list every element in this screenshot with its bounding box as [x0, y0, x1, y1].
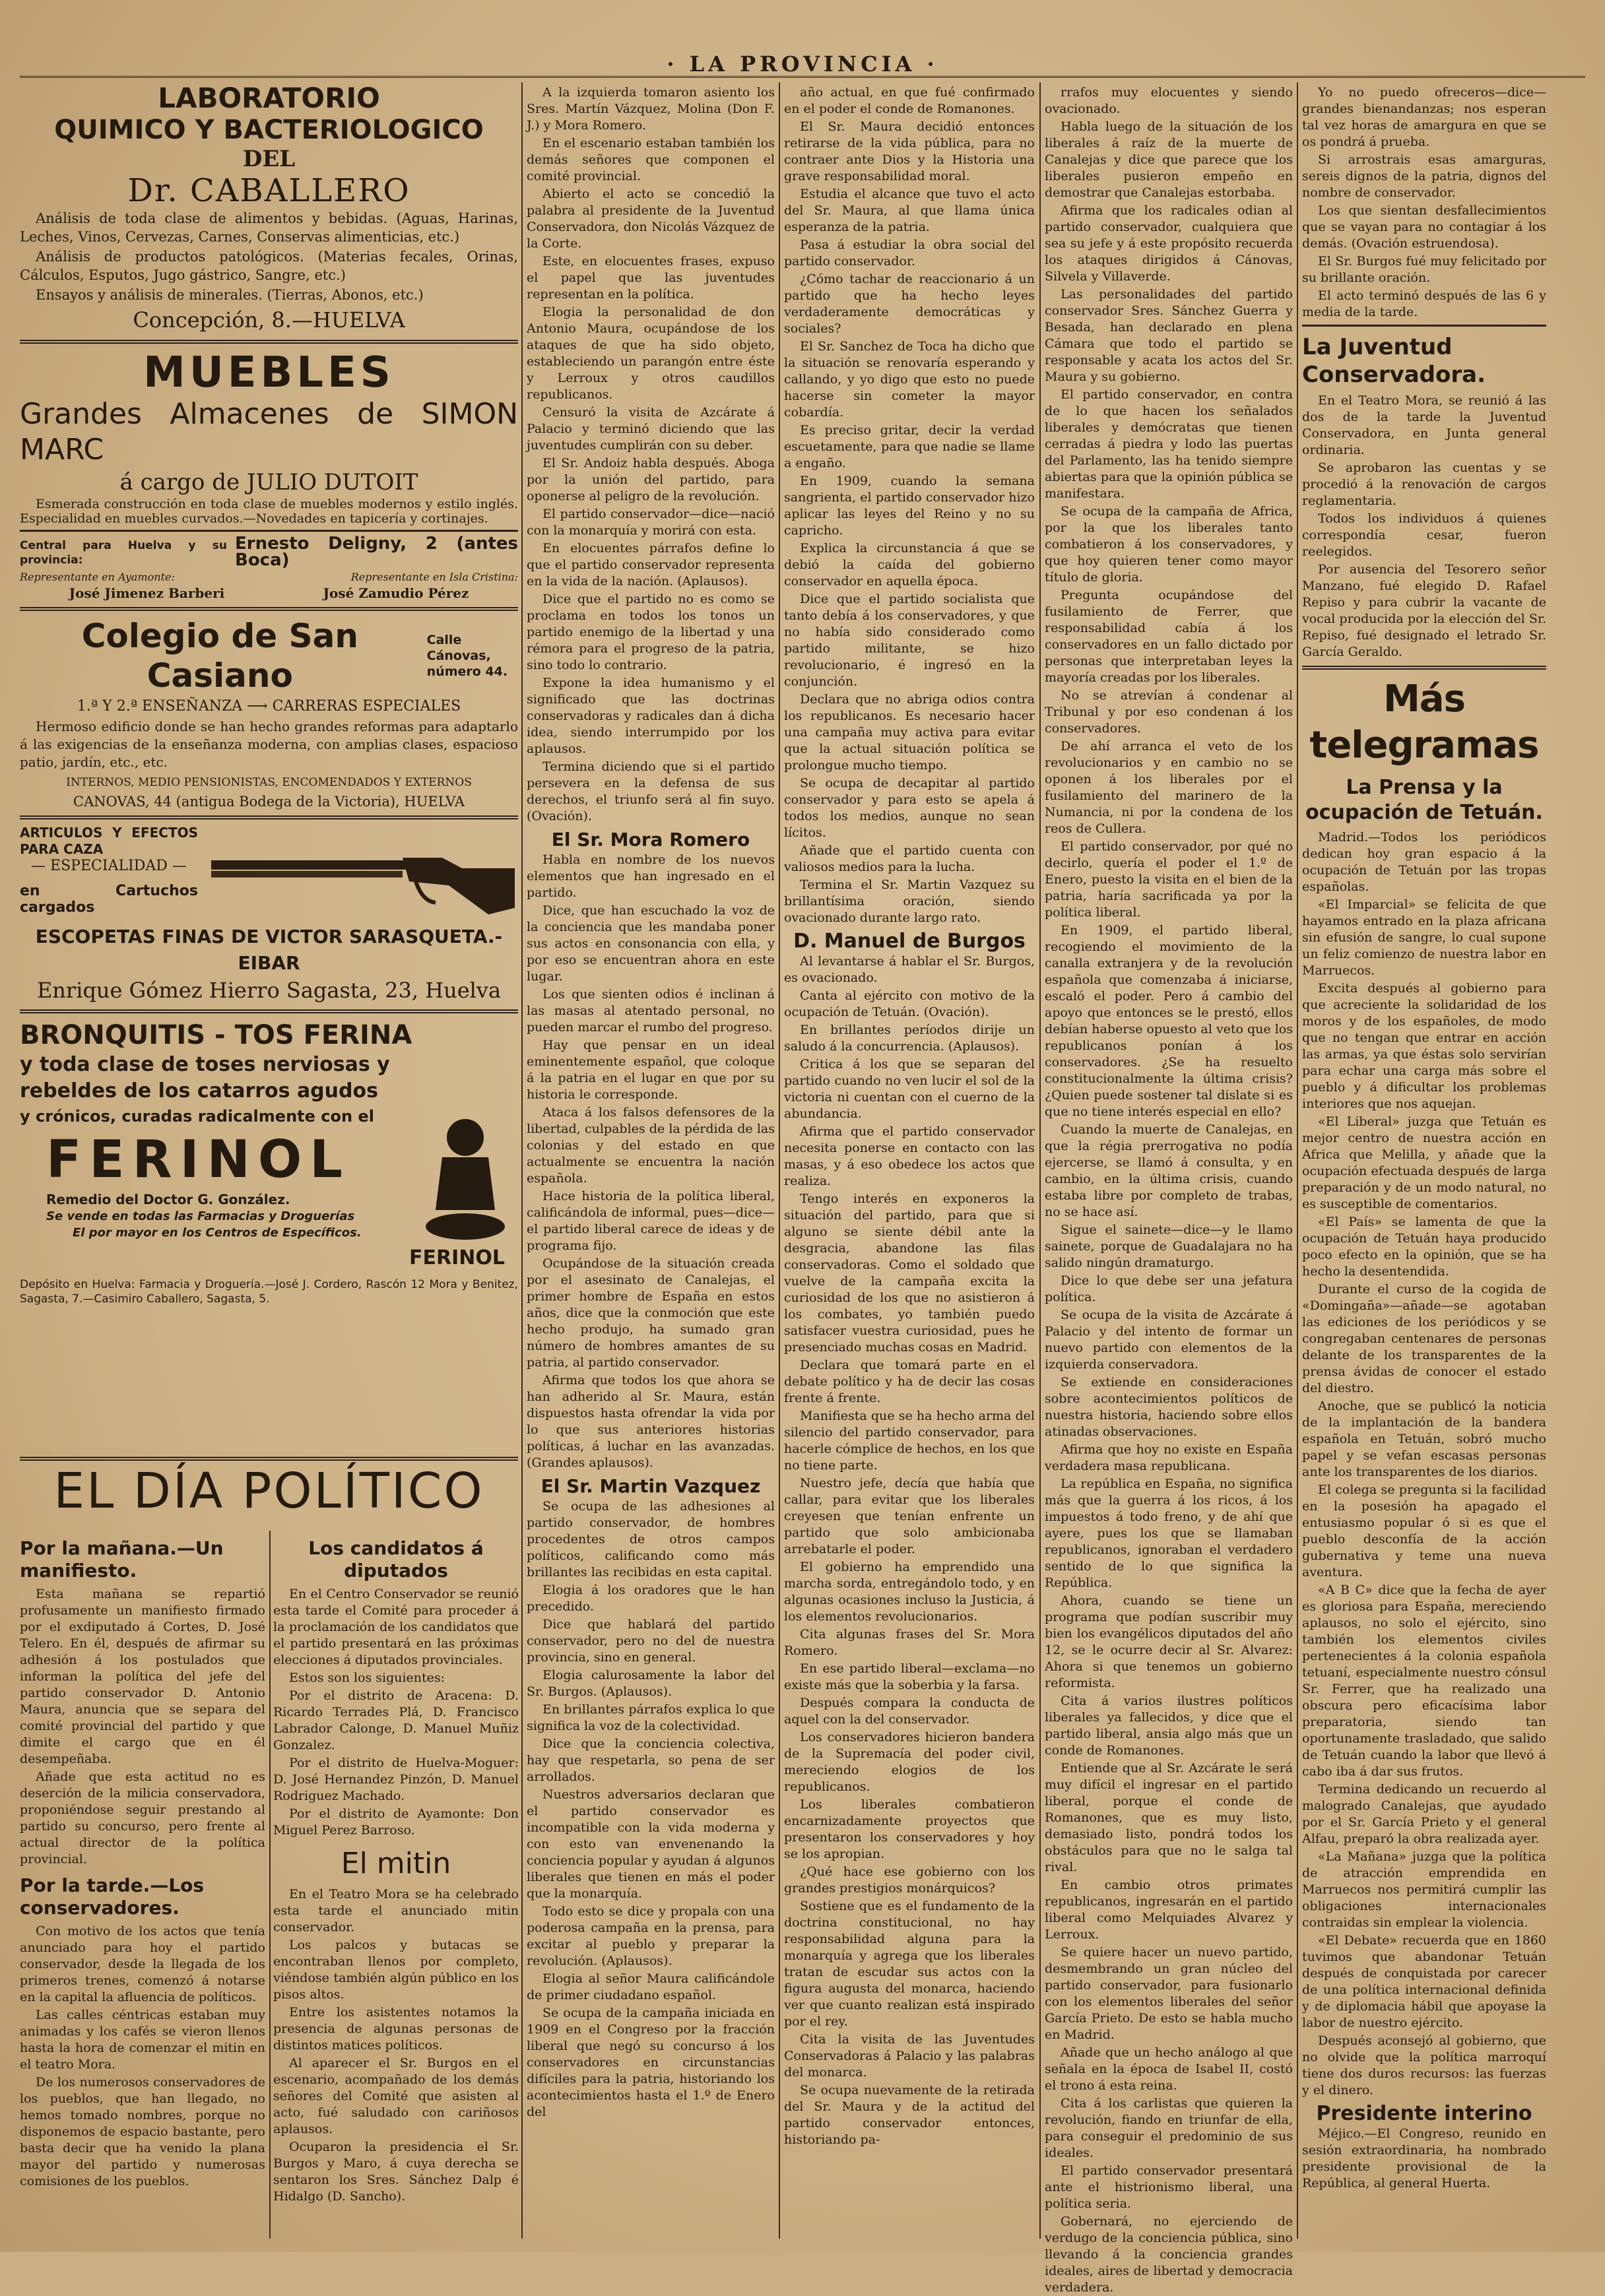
article-paragraph: Entiende que al Sr. Azcárate le será muy difícil el ingresar en el partido liberal, porque el conde de Romanones, que es muy listo, demasiado listo, pondrá todos los obstáculos para que no le salga tal rival.	[1045, 1761, 1293, 1874]
article-paragraph: Se ocupa de las adhesiones al partido conservador, de hombres procedentes de otros campos políticos, calificando como más brillantes las recibidas en esta capital.	[527, 1499, 775, 1579]
article-paragraph: Pasa á estudiar la obra social del partido conservador.	[784, 238, 1035, 269]
article-paragraph: Critica á los que se separan del partido cuando no ven lucir el sol de la victoria ni cuentan con el cuerno de la abundancia.	[784, 1057, 1035, 1121]
article-paragraph: Expone la idea humanismo y el significado que las doctrinas conservadoras y radicales dan á dicha idea, siendo interrumpido por los aplausos.	[527, 676, 775, 756]
article-paragraph: El partido conservador, por qué no decirlo, quería el poder el 1.º de Enero, puesto la visita en el bien de la patria, haría sacrificada ya por la política liberal.	[1045, 839, 1293, 920]
article-paragraph: Afirma que hoy no existe en España verdadera masa republicana.	[1045, 1442, 1293, 1473]
article-paragraph: Los conservadores hicieron bandera de la Supremacía del poder civil, mereciendo elogios de los republicanos.	[784, 1730, 1035, 1794]
lab-text-2: Análisis de productos patológicos. (Materias fecales, Orinas, Cálculos, Esputos, Jugo gástrico, Sangre, etc.)	[20, 249, 518, 283]
article-paragraph: A la izquierda tomaron asiento los Sres. Martín Vázquez, Molina (Don F. J.) y Mora Romero.	[527, 85, 775, 133]
lab-title-1: LABORATORIO	[158, 82, 380, 114]
article-paragraph: En 1909, el partido liberal, recogiendo el movimiento de la canalla extranjera y de la revolución española que comenzaba á iniciarse, escaló el poder. Pero á cambio del apoyo que entonces se le prestó, ellos debían haberse opuesto al veto que los republicanos ponían á los conservadores. ¿Se ha resuelto constitucionalmente la última crisis? ¿Quien puede sostener tal dislate si es que no tiene interés especial en ello?	[1045, 923, 1293, 1119]
article-paragraph: El Sr. Andoiz habla después. Aboga por la unión del partido, para oponerse al peligro de la revolución.	[527, 456, 775, 503]
article-paragraph: Los palcos y butacas se encontraban llenos por completo, viéndose también algún público en los pisos altos.	[273, 1938, 519, 2002]
ferinol-line-3: rebeldes de los catarros agudos	[20, 1079, 378, 1102]
column-rule	[779, 82, 780, 2239]
article-paragraph: «El País» se lamenta de que la ocupación de Tetuán haya producido poco efecto en la opinión, que se ha hecho la desentendida.	[1302, 1215, 1546, 1279]
article-paragraph: «El Imparcial» se felicita de que hayamos entrado en la plaza africana sin efusión de sangre, lo cual supone un feliz comienzo de nuestra labor en Marruecos.	[1302, 897, 1546, 978]
dia-politico-col-a	[20, 1531, 265, 2243]
ad-divider	[20, 607, 518, 611]
article-heading: La Prensa y la ocupación de Tetuán.	[1305, 776, 1543, 824]
ad-divider	[20, 1009, 518, 1013]
article-paragraph: Dice que hablará del partido conservador, pero no del de nuestra provincia, sino en general.	[527, 1617, 775, 1665]
muebles-title: MUEBLES	[143, 348, 395, 397]
ferinol-line-1: BRONQUITIS - TOS FERINA	[20, 1020, 412, 1050]
article-paragraph: Si arrostrais esas amarguras, sereis dignos de la patria, dignos del nombre de conservador.	[1302, 152, 1546, 200]
muebles-line-2: á cargo de JULIO DUTOIT	[119, 469, 418, 495]
lab-title-3: DEL	[242, 146, 296, 172]
article-paragraph: «El Liberal» juzga que Tetuán es mejor centro de nuestra acción en Africa que Melilla, y añade que la ocupación efectuada después de larga preparación y de un modo natural, no es susceptible de comentarios.	[1302, 1114, 1546, 1211]
article-paragraph: Esta mañana se repartió profusamente un manifiesto firmado por el exdiputado á Cortes, D. José Telero. En él, después de afirmar su adhesión á los postulados que informan la política del jefe del partido conservador D. Antonio Maura, anuncia que se separa del comité provincial del partido y que dimite el cargo que en él desempeñaba.	[20, 1587, 265, 1766]
colegio-text: Hermoso edificio donde se han hecho grandes reformas para adaptarlo á las exigencias de la enseñanza moderna, con amplias clases, espacioso patio, jardín, etc., etc.	[20, 718, 518, 770]
article-paragraph: Todos los individuos á quienes correspondía cesar, fueron reelegidos.	[1302, 511, 1546, 559]
article-paragraph: Cuando la muerte de Canalejas, en que la régia prerrogativa no podía ejercerse, se llamó á consulta, y en cambio, en la última crisis, cuando estaba libre por completo de trabas, no se hace así.	[1045, 1122, 1293, 1219]
article-paragraph: Explica la circunstancia á que se debió la caída del gobierno conservador en aquella época.	[784, 541, 1035, 589]
article-paragraph: Declara que no abriga odios contra los republicanos. Es necesario hacer una campaña muy activa para evitar que la actual situación política se prolongue mucho tiempo.	[784, 692, 1035, 773]
article-paragraph: Los que sientan desfallecimientos que se vayan para no contagiar á los demás. (Ovación estruendosa).	[1302, 203, 1546, 251]
article-paragraph: Durante el curso de la cogida de «Domingaña»—añade—se agotaban las ediciones de los periódicos y se congregaban centenares de personas delante de los transparentes de la prensa ávidas de conocer el estado del diestro.	[1302, 1282, 1546, 1395]
muebles-rep-label-2: Representante en Isla Cristina:	[350, 571, 518, 583]
article-paragraph: Después compara la conducta de aquel con la del conservador.	[784, 1696, 1035, 1727]
article-paragraph: Cita á los carlistas que quieren la revolución, fiando en triunfar de ella, para conseguir el predominio de sus ideales.	[1045, 2096, 1293, 2160]
muebles-ad	[20, 349, 518, 602]
ad-divider	[20, 815, 518, 819]
ferinol-line-8: El por mayor en los Centros de Específicos.	[73, 1226, 362, 1240]
article-heading: Los candidatos á diputados	[308, 1537, 484, 1581]
article-paragraph: Por el distrito de Ayamonte: Don Miguel Perez Barroso.	[273, 1806, 519, 1837]
article-paragraph: Los que sienten odios é inclinan á las masas al atentado personal, no pueden marcar el rumbo del progreso.	[527, 987, 775, 1035]
article-paragraph: Las calles céntricas estaban muy animadas y los cafés se vieron llenos hasta la hora de comenzar el mitin en el teatro Mora.	[20, 2008, 265, 2072]
column-rule	[1039, 82, 1041, 2239]
article-paragraph: La república en España, no significa más que la guerra á los ricos, á los impuestos á todo freno, y de ahí que ayere, pues los que se llamaban republicanos, ignoraban el verdadero sentido de lo que significa la República.	[1045, 1477, 1293, 1590]
article-heading: La Juventud Conservadora.	[1302, 334, 1486, 388]
lab-address: Concepción, 8.—HUELVA	[133, 307, 405, 333]
lab-text-1: Análisis de toda clase de alimentos y bebidas. (Aguas, Harinas, Leches, Vinos, Cervezas, Carnes, Conservas alimenticias, etc.)	[20, 210, 518, 245]
article-paragraph: Por el distrito de Huelva-Moguer: D. José Hernandez Pinzón, D. Manuel Rodriguez Machado.	[273, 1756, 519, 1803]
article-heading: El Sr. Martin Vazquez	[540, 1475, 761, 1497]
article-paragraph: El acto terminó después de las 6 y media de la tarde.	[1302, 288, 1546, 319]
article-heading: Por la mañana.—Un manifiesto.	[20, 1537, 224, 1581]
article-paragraph: Afirma que el partido conservador necesita ponerse en contacto con las masas, y á eso obedece los actos que realiza.	[784, 1124, 1035, 1188]
article-paragraph: Añade que el partido cuenta con valiosos medios para la lucha.	[784, 843, 1035, 874]
article-paragraph: El colega se pregunta si la facilidad en la posesión ha apagado el entusiasmo popular ó si es que el pueblo desconfía de la acción gubernativa y teme una nueva aventura.	[1302, 1483, 1546, 1579]
section-divider	[1302, 325, 1546, 327]
lab-title-2: QUIMICO Y BACTERIOLOGICO	[54, 115, 484, 145]
article-paragraph: Ocupándose de la situación creada por el asesinato de Canalejas, el primer hombre de España en estos años, dice que la conmoción que este hecho produjo, ha sumado gran número de hombres amantes de su patria, al partido conservador.	[527, 1256, 775, 1370]
article-paragraph: Gobernará, no ejerciendo de verdugo de la conciencia pública, sino llevando á la conciencia grandes ideales, aires de libertad y democracia verdadera.	[1045, 2214, 1293, 2295]
article-paragraph: Yo no puedo ofreceros—dice—grandes bienandanzas; nos esperan tal vez horas de amargura en que se os pondrá á prueba.	[1302, 85, 1546, 149]
article-paragraph: Las personalidades del partido conservador Sres. Sánchez Guerra y Besada, han declarado en plena Cámara que todo el partido se responsable y acata los actos del Sr. Maura y su gobierno.	[1045, 287, 1293, 384]
dia-politico-title: EL DÍA POLÍTICO	[53, 1463, 484, 1519]
article-paragraph: Anoche, que se publicó la noticia de la implantación de la bandera española en Tetuán, sobró mucho papel y se vefan escasas personas ante los transparentes de los diarios.	[1302, 1399, 1546, 1479]
article-paragraph: rrafos muy elocuentes y siendo ovacionado.	[1045, 85, 1293, 116]
article-paragraph: En el Teatro Mora, se reunió á las dos de la tarde la Juventud Conservadora, en Junta general ordinaria.	[1302, 393, 1546, 457]
caza-ad	[20, 825, 518, 924]
article-paragraph: El Sr. Sanchez de Toca ha dicho que la situación se renovaría esperando y callando, y yo digo que esto no puede hacerse sin cometer la mayor cobardía.	[784, 339, 1035, 420]
article-heading: El mitin	[341, 1847, 451, 1880]
ferinol-line-4: y crónicos, curadas radicalmente con el	[20, 1107, 374, 1126]
muebles-line-1: Grandes Almacenes de SIMON MARC	[20, 397, 518, 466]
article-heading: D. Manuel de Burgos	[793, 930, 1026, 953]
column-6	[1302, 84, 1546, 2242]
article-paragraph: Sigue el sainete—dice—y le llamo sainete, porque de Guadalajara no ha salido ningún dramaturgo.	[1045, 1223, 1293, 1270]
article-paragraph: El Sr. Maura decidió entonces retirarse de la vida pública, para no contraer ante Dios y la Historia una grave responsabilidad moral.	[784, 119, 1035, 183]
colegio-title: Colegio de San Casiano	[81, 617, 358, 695]
article-heading: El Sr. Mora Romero	[551, 829, 750, 850]
article-paragraph: Añade que esta actitud no es deserción de la milicia conservadora, proponiéndose seguir prestando al partido su concurso, pero frente al actual director de la política provincial.	[20, 1770, 265, 1866]
article-paragraph: año actual, en que fué confirmado en el poder el conde de Romanones.	[784, 85, 1035, 116]
caza-line-2: — ESPECIALIDAD —	[31, 858, 187, 874]
colegio-address: CANOVAS, 44 (antigua Bodega de la Victoria), HUELVA	[73, 794, 465, 810]
article-paragraph: Ocuparon la presidencia el Sr. Burgos y Maro, á cuya derecha se sentaron los Sres. Sánchez Dalp é Hidalgo (D. Sancho).	[273, 2140, 519, 2204]
article-paragraph: Manifiesta que se ha hecho arma del silencio del partido conservador, para hacerle cómplice de hechos, en los que no tiene parte.	[784, 1409, 1035, 1473]
article-paragraph: Se ocupa nuevamente de la retirada del Sr. Maura y de la actitud del partido conservador entonces, historiando pa-	[784, 2083, 1035, 2147]
column-rule	[1297, 82, 1298, 2239]
article-paragraph: Termina dedicando un recuerdo al malogrado Canalejas, que ayudado por el Sr. García Prieto y el general Alfau, preparó la obra realizada ayer.	[1302, 1782, 1546, 1846]
colegio-side: Calle Cánovas, número 44.	[426, 633, 508, 679]
section-divider	[1302, 666, 1546, 670]
article-paragraph: No se atrevían á condenar al Tribunal y por eso condenan á los conservadores.	[1045, 688, 1293, 736]
ferinol-line-6: Remedio del Doctor G. González.	[46, 1192, 290, 1207]
article-paragraph: Declara que tomará parte en el debate político y ha de decir las cosas frente á frente.	[784, 1358, 1035, 1405]
article-paragraph: De ahí arranca el veto de los revolucionarios y en cambio no se oponen á los liberales por el fusilamiento del marinero de la Numancia, ni por la condena de los reos de Cullera.	[1045, 739, 1293, 836]
telegrams-title: Más telegramas	[1309, 678, 1539, 767]
shotgun-illustration	[211, 829, 515, 921]
article-paragraph: Pregunta ocupándose del fusilamiento de Ferrer, que responsabilidad cabía á los conservadores en un fallo dictado por personas que interpretaban leyes la mayoría creadas por los liberales.	[1045, 588, 1293, 685]
article-paragraph: Termina el Sr. Martin Vazquez su brillantísima oración, siendo ovacionado durante largo rato.	[784, 877, 1035, 925]
article-paragraph: Habla luego de la situación de los liberales á raíz de la muerte de Canalejas y dice que parece que los liberales pusieron empeño en demostrar que Canalejas estorbaba.	[1045, 119, 1293, 200]
ferinol-line-2: y toda clase de toses nerviosas y	[20, 1053, 390, 1076]
article-paragraph: ¿Qué hace ese gobierno con los grandes prestigios monárquicos?	[784, 1865, 1035, 1896]
article-paragraph: ¿Cómo tachar de reaccionario á un partido que ha hecho leyes verdaderamente democráticas y sociales?	[784, 272, 1035, 336]
article-paragraph: Ahora, cuando se tiene un programa que podían suscribir muy bien los evangélicos diputados del año 12, se le ocurre decir al Sr. Alvarez: Ahora si que tenemos un gobierno reformista.	[1045, 1593, 1293, 1690]
column-rule	[269, 1531, 271, 2239]
article-paragraph: En brillantes párrafos explica lo que significa la voz de la colectividad.	[527, 1702, 775, 1733]
caza-address: Enrique Gómez Hierro Sagasta, 23, Huelva	[36, 978, 502, 1003]
article-paragraph: Elogia al señor Maura calificándole de primer ciudadano español.	[527, 1971, 775, 2002]
article-paragraph: Estos son los siguientes:	[289, 1671, 445, 1685]
article-paragraph: Elogia á los oradores que le han precedido.	[527, 1583, 775, 1614]
article-paragraph: Elogia calurosamente la labor del Sr. Burgos. (Aplausos).	[527, 1668, 775, 1699]
article-paragraph: Hace historia de la política liberal, calificándola de informal, pues—dice—el partido liberal carece de ideas y de programa fijo.	[527, 1189, 775, 1253]
article-paragraph: Se ocupa de la campaña de Africa, por la que los liberales tanto combatieron á los conservadores, y que hoy quieren tener como mayor título de gloria.	[1045, 504, 1293, 585]
article-paragraph: Hay que pensar en un ideal eminentemente español, que coloque á la patria en el lugar en que por su historia le corresponde.	[527, 1038, 775, 1102]
article-paragraph: Sostiene que es el fundamento de la doctrina constitucional, no hay responsabilidad alguna para la monarquía y agrega que los liberales tratan de escudar sus actos con la figura augusta del monarca, haciendo ver que cuanto realizan está inspirado por el rey.	[784, 1899, 1035, 2029]
article-paragraph: El Sr. Burgos fué muy felicitado por su brillante oración.	[1302, 254, 1546, 285]
ferinol-deposit: Depósito en Huelva: Farmacia y Droguería.—José J. Cordero, Rascón 12 Mora y Benitez, Sagasta, 7.—Casimiro Caballero, Sagasta, 5.	[20, 1278, 518, 1306]
masthead	[20, 51, 1585, 78]
masthead-title: · LA PROVINCIA ·	[667, 51, 938, 77]
article-paragraph: Tengo interés en exponeros la situación del partido, para que si alguno se siente débil ante la desgracia, abandone las filas conservadoras. Como el soldado que vuelve de la campaña excita la curiosidad de los que no asistieron á los combates, yo también puedo satisfacer vuestra curiosidad, pues he presenciado muchas cosas en Madrid.	[784, 1192, 1035, 1355]
article-paragraph: Dice que la conciencia colectiva, hay que respetarla, so pena de ser arrollados.	[527, 1737, 775, 1784]
caza-line-4: ESCOPETAS FINAS DE VICTOR SARASQUETA.-EIBAR	[35, 926, 503, 974]
article-paragraph: Estudia el alcance que tuvo el acto del Sr. Maura, al que llama única esperanza de la patria.	[784, 187, 1035, 234]
colegio-ad	[20, 616, 518, 810]
article-paragraph: En ese partido liberal—exclama—no existe más que la soberbia y la farsa.	[784, 1661, 1035, 1692]
column-rule	[521, 82, 523, 2239]
article-paragraph: Cita algunas frases del Sr. Mora Romero.	[784, 1627, 1035, 1658]
article-paragraph: Dice que el partido socialista que tanto debía á los conservadores, y que no había sido considerado como partido militante, se hizo revolucionario, é ingresó en la conjunción.	[784, 592, 1035, 689]
article-paragraph: Se ocupa de decapitar al partido conservador y para esto se apela á todos los medios, aunque no sean lícitos.	[784, 776, 1035, 840]
article-paragraph: «La Mañana» juzga que la política de atracción emprendida en Marruecos nos permitirá cumplir las obligaciones internacionales contraidas sin emplear la violencia.	[1302, 1849, 1546, 1930]
article-paragraph: Dice, que han escuchado la voz de la conciencia que les mandaba poner sus actos en consonancia con ella, y por eso se encuentran ahora en este lugar.	[527, 903, 775, 984]
colegio-text-2: INTERNOS, MEDIO PENSIONISTAS, ENCOMENDADOS Y EXTERNOS	[66, 776, 472, 789]
article-paragraph: Se quiere hacer un nuevo partido, desmembrando un gran núcleo del partido conservador, para fusionarlo con los elementos liberales del señor García Prieto. De esto se habla mucho en Madrid.	[1045, 1945, 1293, 2042]
article-paragraph: El partido conservador presentará ante el histrionismo liberal, una política seria.	[1045, 2163, 1293, 2211]
article-paragraph: Afirma que los radicales odian al partido conservador, cualquiera que sea su jefe y á este propósito recuerda los ataques dirigidos á Cánovas, Silvela y Villaverde.	[1045, 203, 1293, 284]
article-paragraph: Méjico.—El Congreso, reunido en sesión extraordinaria, ha nombrado presidente provisional de la República, al general Huerta.	[1302, 2126, 1546, 2190]
article-paragraph: Elogia la personalidad de don Antonio Maura, ocupándose de los ataques de que ha sido objeto, estableciendo un parangón entre éste y Lerroux y otros caudillos republicanos.	[527, 305, 775, 402]
ad-divider	[20, 530, 518, 532]
ferinol-ad	[20, 1019, 518, 1309]
article-paragraph: Añade que un hecho análogo al que señala en la época de Isabel II, costó el trono á esta reina.	[1045, 2045, 1293, 2093]
article-paragraph: Dice lo que debe ser una jefatura política.	[1045, 1273, 1293, 1304]
article-paragraph: En el escenario estaban también los demás señores que componen el comité provincial.	[527, 136, 775, 183]
ads-column	[20, 82, 518, 1432]
article-paragraph: Por ausencia del Tesorero señor Manzano, fué elegido D. Rafael Repiso y para cubrir la vacante de vocal producida por la elección del Sr. Repiso, fué designado el letrado Sr. García Geraldo.	[1302, 562, 1546, 659]
lab-ad	[20, 82, 518, 335]
lab-doctor: Dr. CABALLERO	[127, 172, 410, 209]
ferinol-brand-big: FERINOL	[46, 1130, 350, 1190]
article-paragraph: Se ocupa de la campaña iniciada en 1909 en el Congreso por la fracción liberal que negó su concurso á los conservadores en circunstancias difíciles para la patria, historiando los acontecimientos hasta el 1.º de Enero del	[527, 2006, 775, 2119]
article-paragraph: Abierto el acto se concedió la palabra al presidente de la Juventud Conservadora, don Nicolás Vázquez de la Corte.	[527, 187, 775, 251]
column-5	[1045, 84, 1293, 2295]
lab-text-3: Ensayos y análisis de minerales. (Tierras, Abonos, etc.)	[36, 287, 424, 303]
muebles-rep-label-1: Representante en Ayamonte:	[20, 571, 175, 583]
muebles-central-address: Ernesto Deligny, 2 (antes Boca)	[235, 534, 518, 570]
article-paragraph: En 1909, cuando la semana sangrienta, el partido conservador hizo aplicar las leyes del Reino y no su capricho.	[784, 474, 1035, 538]
ad-divider	[20, 340, 518, 344]
ferinol-brand-small: FERINOL	[409, 1246, 505, 1269]
article-paragraph: Los liberales combatieron encarnizadamente proyectos que presentaron los conservadores y hoy se los apropian.	[784, 1797, 1035, 1861]
article-paragraph: Madrid.—Todos los periódicos dedican hoy gran espacio á la ocupación de Tetuán por las tropas españolas.	[1302, 830, 1546, 894]
article-paragraph: Canta al ejército con motivo de la ocupación de Tetuán. (Ovación).	[784, 988, 1035, 1019]
article-paragraph: Todo esto se dice y propala con una poderosa campaña en la prensa, para excitar al pueblo y preparar la revolución. (Aplausos).	[527, 1904, 775, 1968]
article-paragraph: Después aconsejó al gobierno, que no olvide que la política marroquí tiene dos duros recursos: las fuerzas y el dinero.	[1302, 2033, 1546, 2097]
colegio-line-1: 1.ª Y 2.ª ENSEÑANZA ⟶ CARRERAS ESPECIALES	[77, 698, 461, 715]
muebles-central-label: Central para Huelva y su provincia:	[20, 539, 227, 567]
article-paragraph: Se extiende en consideraciones sobre acontecimientos políticos de nuestra historia, haciendo sobre ellos atinadas observaciones.	[1045, 1375, 1293, 1439]
article-paragraph: Con motivo de los actos que tenía anunciado para hoy el partido conservador, desde la llegada de los primeros trenes, comenzó á notarse en la capital la afluencia de políticos.	[20, 1924, 265, 2004]
article-paragraph: En el Centro Conservador se reunió esta tarde el Comité para proceder á la proclamación de los candidatos que el partido presentará en las próximas elecciones á diputados provinciales.	[273, 1587, 519, 1667]
article-paragraph: En el Teatro Mora se ha celebrado esta tarde el anunciado mitin conservador.	[273, 1887, 519, 1934]
muebles-rep-2: José Zamudio Pérez	[323, 585, 469, 601]
article-paragraph: Este, en elocuentes frases, expuso el papel que las juventudes representan en la política.	[527, 254, 775, 302]
article-heading: Presidente interino	[1316, 2102, 1532, 2125]
article-paragraph: Por el distrito de Aracena: D. Ricardo Terrades Plá, D. Francisco Labrador Calonge, D. Manuel Muñiz Gonzalez.	[273, 1688, 519, 1752]
article-paragraph: Se aprobaron las cuentas y se procedió á la renovación de cargos reglamentaria.	[1302, 461, 1546, 508]
article-paragraph: Entre los asistentes notamos la presencia de algunas personas de distintos matices políticos.	[273, 2005, 519, 2053]
article-paragraph: Censuró la visita de Azcárate á Palacio y terminó diciendo que las juventudes cumplirán con su deber.	[527, 405, 775, 453]
article-paragraph: Habla en nombre de los nuevos elementos que han ingresado en el partido.	[527, 852, 775, 900]
article-paragraph: Al aparecer el Sr. Burgos en el escenario, acompañado de los demás señores del Comité que asisten al acto, fué saludado con cariñosos aplausos.	[273, 2056, 519, 2136]
caza-line-1: ARTICULOS Y EFECTOS PARA CAZA	[20, 825, 198, 857]
article-paragraph: Ataca á los falsos defensores de la libertad, culpables de la pérdida de las colonias y del estado en que actualmente se encuentra la nación española.	[527, 1105, 775, 1186]
article-paragraph: El gobierno ha emprendido una marcha sorda, entregándolo todo, y en algunas ocasiones incluso la Justicia, á los elementos revolucionarios.	[784, 1560, 1035, 1624]
ferinol-bottle-illustration	[416, 1111, 515, 1243]
article-paragraph: Cita á varios ilustres políticos liberales ya fallecidos, y dice que el partido liberal, ansia algo más que un conde de Romanones.	[1045, 1694, 1293, 1758]
dia-politico-col-b	[273, 1531, 519, 2243]
article-paragraph: «A B C» dice que la fecha de ayer es gloriosa para España, mereciendo aplausos, no solo el ejército, sino también los elementos civiles pertenecientes á la colonia española tetuaní, especialmente nuestro cónsul Sr. Ferrer, que ha realizado una obscura pero eficacísima labor preparatoria, siendo tan oportunamente trasladado, que salido de Tetuán cuando la labor que llevó á cabo iba á dar sus frutos.	[1302, 1583, 1546, 1779]
article-paragraph: De los numerosos conservadores de los pueblos, que han llegado, no hemos tomado nombres, porque no disponemos de espacio bastante, pero basta decir que ha venido la plana mayor del partido y numerosas comisiones de los pueblos.	[20, 2075, 265, 2188]
muebles-rep-1: José Jimenez Barberi	[69, 585, 225, 601]
article-paragraph: Nuestro jefe, decía que había que callar, para evitar que los liberales creyesen que tenían enfrente un partido que solo ambicionaba arrebatarle el poder.	[784, 1476, 1035, 1556]
muebles-text: Esmerada construcción en toda clase de muebles modernos y estilo inglés. Especialidad en muebles curvados.—Novedades en tapicería y cortinajes.	[20, 497, 518, 526]
article-paragraph: Se ocupa de la visita de Azcárate á Palacio y del intento de formar un nuevo partido con elementos de la izquierda conservadora.	[1045, 1308, 1293, 1372]
ferinol-line-7: Se vende en todas las Farmacias y Droguerías	[46, 1209, 355, 1223]
section-divider	[20, 1457, 518, 1461]
article-paragraph: «El Debate» recuerda que en 1860 tuvimos que abandonar Tetuán después de conquistada por carecer de una política internacional definida y de diplomacia hábil que apoyase la labor de nuestro ejército.	[1302, 1933, 1546, 2030]
column-4	[784, 84, 1035, 2242]
article-heading: Por la tarde.—Los conservadores.	[20, 1874, 205, 1919]
article-paragraph: Cita la visita de las Juventudes Conservadoras á Palacio y las palabras del monarca.	[784, 2032, 1035, 2080]
column-3	[527, 84, 775, 2242]
article-paragraph: El partido conservador, en contra de lo que hacen los señalados liberales y demócratas que tienen cerradas á piedra y lodo las puertas del Parlamento, las ha tenido siempre abiertas para que la opinión pública se manifestara.	[1045, 387, 1293, 501]
article-paragraph: En cambio otros primates republicanos, ingresarán en el partido liberal como Melquiades Alvarez y Lerroux.	[1045, 1878, 1293, 1942]
article-paragraph: Afirma que todos los que ahora se han adherido al Sr. Maura, están dispuestos hasta ofrendar la vida por lo que sus anteriores historias políticas, á luchar en las avanzadas. (Grandes aplausos).	[527, 1373, 775, 1470]
article-paragraph: En brillantes períodos dirije un saludo á la concurrencia. (Aplausos).	[784, 1023, 1035, 1054]
article-paragraph: Termina diciendo que si el partido persevera en la defensa de sus derechos, el triunfo será al fin suyo. (Ovación).	[527, 759, 775, 823]
article-paragraph: Es preciso gritar, decir la verdad escuetamente, para que nadie se llame a engaño.	[784, 423, 1035, 470]
article-paragraph: En elocuentes párrafos define lo que el partido conservador representa en la vida de la nación. (Aplausos).	[527, 541, 775, 589]
caza-line-3: en Cartuchos cargados	[20, 883, 198, 916]
article-paragraph: El partido conservador—dice—nació con la monarquía y morirá con esta.	[527, 507, 775, 538]
article-paragraph: Al levantarse á hablar el Sr. Burgos, es ovacionado.	[784, 954, 1035, 985]
article-paragraph: Excita después al gobierno para que acreciente la solidaridad de los moros y de los españoles, de modo que no tengan que entrar en acción las armas, ya que éstas solo servirían para echar una carga más sobre el pueblo y á dificultar los problemas interiores que nos aquejan.	[1302, 981, 1546, 1111]
article-paragraph: Nuestros adversarios declaran que el partido conservador es incompatible con la vida moderna y con esto van envenenando la conciencia popular y ayudan á algunos liberales que tienen en más el poder que la monarquía.	[527, 1787, 775, 1901]
article-paragraph: Dice que el partido no es como se proclama en todos los tonos un partido enemigo de la libertad y una rémora para el progreso de la patria, sino todo lo contrario.	[527, 592, 775, 672]
